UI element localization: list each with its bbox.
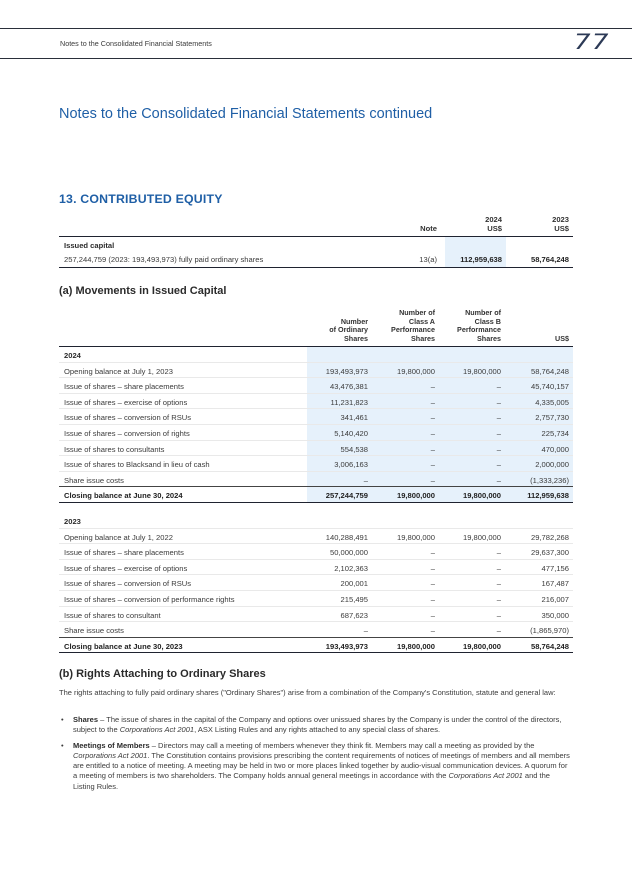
total-label: Closing balance at June 30, 2023 [64, 641, 183, 651]
cell-ordinary: 200,001 [340, 579, 368, 589]
running-head: Notes to the Consolidated Financial Statements [60, 39, 212, 48]
cell-class-a: – [430, 382, 435, 392]
cell-class-a: – [430, 460, 435, 470]
year-label: 2023 [64, 516, 81, 526]
year-row [59, 347, 573, 363]
cell-class-b: – [496, 610, 501, 620]
cell-ordinary: 3,006,163 [334, 460, 368, 470]
row-label: Issue of shares – exercise of options [64, 563, 188, 573]
cell-ordinary: – [363, 475, 368, 485]
table-row [59, 394, 573, 410]
cell-class-b: – [496, 594, 501, 604]
cell-ordinary: 140,288,491 [325, 532, 368, 542]
column-header-line: of Ordinary [329, 325, 368, 334]
total-ordinary: 257,244,759 [325, 491, 368, 501]
column-header-usd [505, 335, 569, 344]
header-2024-unit: US$ [487, 224, 502, 233]
table-row [59, 472, 573, 488]
cell-usd: 2,000,000 [535, 460, 569, 470]
cell-class-b: – [496, 397, 501, 407]
bullet-term: Shares [73, 715, 99, 724]
cell-class-b: – [496, 626, 501, 636]
table-row [59, 441, 573, 457]
movements-table [59, 304, 573, 653]
total-class-b: 19,800,000 [462, 491, 501, 501]
issued-capital-note-ref: 13(a) [419, 255, 437, 264]
column-header-line: Shares [477, 333, 501, 343]
column-header-class-b [439, 309, 501, 343]
cell-ordinary: – [363, 626, 368, 636]
table-row [59, 378, 573, 394]
row-label: Opening balance at July 1, 2023 [64, 366, 173, 376]
total-row [59, 487, 573, 503]
cell-class-b: – [496, 460, 501, 470]
cell-usd: 2,757,730 [535, 413, 569, 423]
header-note: Note [420, 224, 437, 233]
bullet-icon: • [61, 741, 64, 751]
column-header-line: Number [340, 316, 368, 326]
cell-class-a: 19,800,000 [396, 532, 435, 542]
table-row [59, 544, 573, 560]
cell-ordinary: 687,623 [340, 610, 368, 620]
rights-intro: The rights attaching to fully paid ordinary shares ("Ordinary Shares") arise from a combination of the Company's Constitution, statute and general law: [59, 688, 556, 697]
cell-ordinary: 5,140,420 [334, 428, 368, 438]
table-row [59, 591, 573, 607]
issued-capital-row-label: 257,244,759 (2023: 193,493,973) fully paid ordinary shares [64, 255, 264, 264]
table-row [59, 607, 573, 623]
cell-ordinary: 193,493,973 [325, 366, 368, 376]
cell-usd: 350,000 [541, 610, 569, 620]
header-2024 [447, 215, 502, 233]
column-header-ordinary-shares [309, 318, 368, 344]
table-row [59, 363, 573, 379]
cell-usd: 477,156 [541, 563, 569, 573]
row-label: Issue of shares – conversion of RSUs [64, 413, 192, 423]
cell-usd: 4,335,005 [535, 397, 569, 407]
total-class-a: 19,800,000 [396, 491, 435, 501]
cell-class-b: 19,800,000 [462, 366, 501, 376]
block-spacer [59, 503, 573, 513]
cell-class-a: – [430, 594, 435, 604]
cell-ordinary: 50,000,000 [329, 548, 368, 558]
cell-class-a: – [430, 548, 435, 558]
cell-ordinary: 554,538 [340, 444, 368, 454]
column-header-line: Performance [391, 325, 435, 334]
row-label: Issue of shares – conversion of RSUs [64, 579, 192, 589]
column-header-line: Class A [408, 316, 435, 326]
movements-header [59, 304, 573, 347]
movements-block-2023 [59, 513, 573, 653]
cell-class-b: – [496, 428, 501, 438]
column-header-line: Shares [411, 333, 435, 343]
cell-usd: 225,734 [541, 428, 569, 438]
row-label: Issue of shares – share placements [64, 382, 184, 392]
cell-class-a: – [430, 475, 435, 485]
cell-usd: 58,764,248 [530, 366, 569, 376]
total-class-b: 19,800,000 [462, 641, 501, 651]
cell-class-a: – [430, 563, 435, 573]
cell-class-a: – [430, 444, 435, 454]
header-2023 [509, 215, 569, 233]
row-label: Issue of shares – exercise of options [64, 397, 188, 407]
total-usd: 58,764,248 [530, 641, 569, 651]
issued-capital-2023-value: 58,764,248 [530, 255, 569, 264]
column-header-line: US$ [555, 333, 569, 343]
bullet-text: – Directors may call a meeting of members whenever they think fit. Members may call a meeting as provided by the [149, 741, 535, 751]
column-header-line: Number of [465, 308, 501, 317]
cell-class-a: – [430, 626, 435, 636]
column-header-line: Number of [399, 308, 435, 317]
issued-capital-body [59, 237, 573, 268]
total-label: Closing balance at June 30, 2024 [64, 491, 183, 501]
header-rule-top [0, 28, 632, 29]
cell-class-b: – [496, 579, 501, 589]
cell-class-b: 19,800,000 [462, 532, 501, 542]
cell-class-b: – [496, 548, 501, 558]
table-row [59, 529, 573, 545]
cell-ordinary: 2,102,363 [334, 563, 368, 573]
cell-class-a: 19,800,000 [396, 366, 435, 376]
movements-title: (a) Movements in Issued Capital [59, 285, 227, 297]
bullet-icon: • [61, 715, 64, 724]
column-header-line: Class B [474, 316, 501, 326]
column-header-line: Performance [457, 325, 501, 334]
row-label: Opening balance at July 1, 2022 [64, 532, 173, 542]
row-label: Issue of shares to consultants [64, 444, 165, 454]
cell-usd: (1,333,236) [530, 475, 569, 485]
rights-list [59, 715, 573, 798]
table-row [59, 560, 573, 576]
rights-bullet-shares [59, 715, 573, 735]
page-number: 77 [574, 30, 610, 54]
cell-class-b: – [496, 413, 501, 423]
bullet-text: – The issue of shares in the capital of the Company and options over unissued shares by the Company is under the control of the directors, subject to the [73, 715, 562, 735]
cell-ordinary: 43,476,381 [329, 382, 368, 392]
table-row [59, 622, 573, 638]
total-row [59, 638, 573, 654]
bullet-text-italic: Corporations Act 2001 [119, 725, 195, 735]
row-label: Share issue costs [64, 626, 124, 636]
page-title: Notes to the Consolidated Financial Statements continued [59, 106, 433, 122]
table-row [59, 425, 573, 441]
row-label: Issue of shares to consultant [64, 610, 161, 620]
row-label: Issue of shares – share placements [64, 548, 184, 558]
header-2023-year: 2023 [552, 215, 569, 224]
total-usd: 112,959,638 [527, 491, 569, 501]
bullet-text-italic: Corporations Act 2001 [448, 771, 523, 781]
cell-ordinary: 11,231,823 [330, 397, 368, 407]
column-header-line: Shares [344, 333, 368, 343]
total-class-a: 19,800,000 [396, 641, 435, 651]
cell-usd: 29,637,300 [530, 548, 569, 558]
year-row [59, 513, 573, 529]
issued-capital-group-label: Issued capital [64, 241, 115, 250]
total-ordinary: 193,493,973 [325, 641, 368, 651]
rights-bullet-meetings [59, 741, 573, 791]
header-2023-unit: US$ [554, 224, 569, 233]
header-rule-bottom [0, 58, 632, 59]
cell-class-a: – [430, 610, 435, 620]
issued-capital-header [59, 214, 573, 237]
movements-block-2024 [59, 347, 573, 503]
cell-usd: 29,782,268 [530, 532, 569, 542]
section-title: 13. CONTRIBUTED EQUITY [59, 192, 223, 206]
table-row [59, 456, 573, 472]
row-label: Issue of shares – conversion of rights [64, 428, 190, 438]
table-row [59, 575, 573, 591]
bullet-text: , ASX Listing Rules and any rights attached to any special class of shares. [194, 725, 441, 735]
bullet-text: and the Listing Rules. [73, 771, 550, 791]
issued-capital-2024-value: 112,959,638 [460, 255, 502, 264]
cell-class-b: – [496, 563, 501, 573]
cell-class-a: – [430, 579, 435, 589]
rights-title: (b) Rights Attaching to Ordinary Shares [59, 668, 266, 680]
cell-class-a: – [430, 428, 435, 438]
cell-class-b: – [496, 444, 501, 454]
cell-class-b: – [496, 382, 501, 392]
row-label: Issue of shares – conversion of performance rights [64, 594, 235, 604]
bullet-term: Meetings of Members [73, 741, 150, 751]
cell-usd: 470,000 [541, 444, 569, 454]
cell-usd: 216,007 [541, 594, 569, 604]
bullet-text: . The Constitution contains provisions prescribing the content requirements of notices of meetings of members and all members are entitled to a notice of meeting. A meeting may be held in two or more places linked together by audio-visual communication devices. A quorum for a meeting of members is two shareholders. The Company holds annual general meetings in accordance with the [73, 751, 570, 781]
cell-class-a: – [430, 397, 435, 407]
cell-class-b: – [496, 475, 501, 485]
cell-class-a: – [430, 413, 435, 423]
row-label: Issue of shares to Blacksand in lieu of cash [64, 460, 210, 470]
table-row [59, 409, 573, 425]
cell-ordinary: 215,495 [340, 594, 368, 604]
header-2024-year: 2024 [485, 215, 502, 224]
cell-usd: (1,865,970) [530, 626, 569, 636]
bullet-text-italic: Corporations Act 2001 [73, 751, 148, 761]
cell-usd: 167,487 [541, 579, 569, 589]
year-label: 2024 [64, 351, 81, 360]
row-label: Share issue costs [64, 475, 124, 485]
column-header-class-a [374, 309, 435, 343]
cell-usd: 45,740,157 [530, 382, 569, 392]
issued-capital-table [59, 214, 573, 268]
cell-ordinary: 341,461 [340, 413, 368, 423]
